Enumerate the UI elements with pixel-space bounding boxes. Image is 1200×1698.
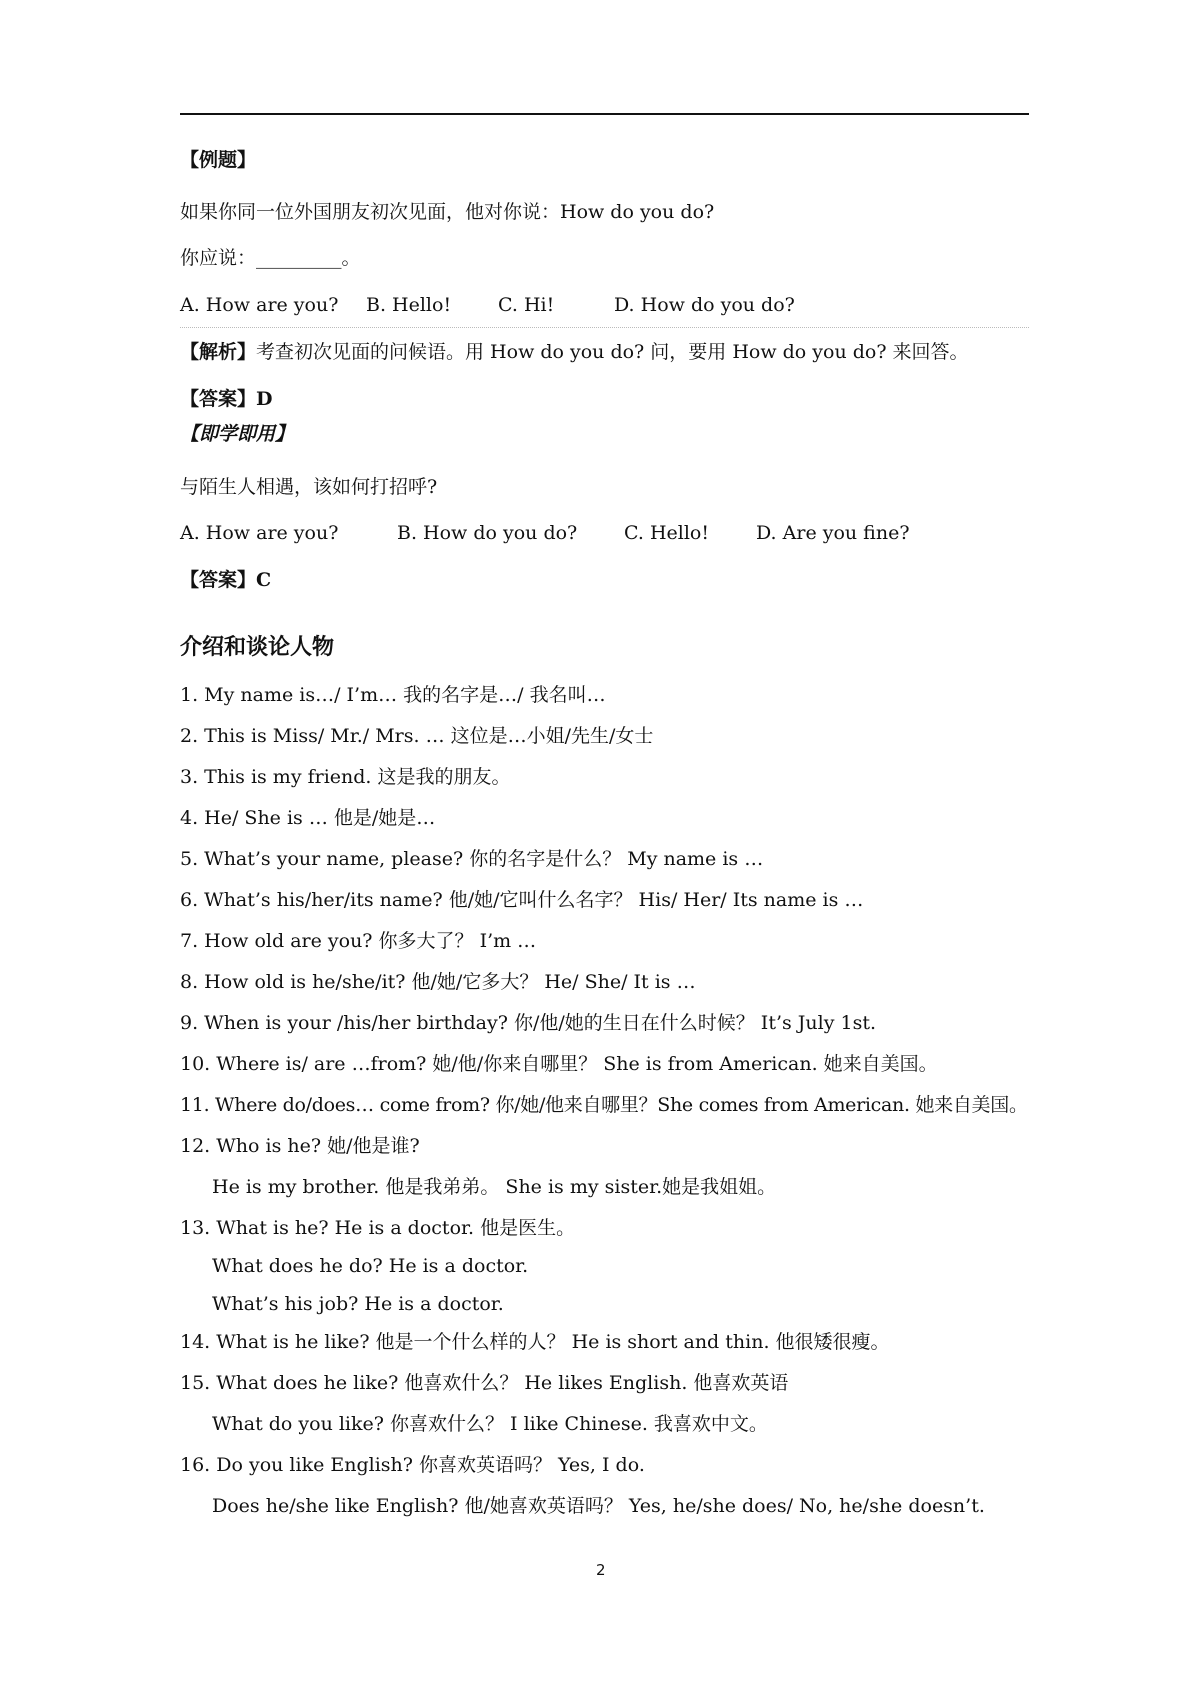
phrase-line: 11. Where do/does… come from? 你/她/他来自哪里？She comes from American. 她来自美国。 — [180, 1094, 1028, 1116]
phrase-line: 13. What is he? He is a doctor. 他是医生。 — [180, 1217, 576, 1239]
phrase-line: 3. This is my friend. 这是我的朋友。 — [180, 766, 511, 788]
example-question: 如果你同一位外国朋友初次见面，他对你说：How do you do? — [180, 201, 715, 223]
section-title: 介绍和谈论人物 — [180, 634, 335, 660]
phrase-line: 6. What’s his/her/its name? 他/她/它叫什么名字？ His/ Her/ Its name is … — [180, 889, 864, 911]
example-option-a: A. How are you? — [180, 294, 339, 316]
phrase-line: 16. Do you like English? 你喜欢英语吗？ Yes, I do. — [180, 1454, 645, 1476]
section-divider — [180, 327, 1029, 328]
phrase-line: 7. How old are you? 你多大了？ I’m … — [180, 930, 537, 952]
practice-option-d: D. Are you fine? — [756, 522, 910, 544]
phrase-line: 10. Where is/ are …from? 她/他/你来自哪里？ She is from American. 她来自美国。 — [180, 1053, 938, 1075]
phrase-line: 5. What’s your name, please? 你的名字是什么？ My name is … — [180, 848, 764, 870]
example-prompt: 你应说：_________。 — [180, 247, 361, 269]
example-answer — [180, 387, 273, 411]
phrase-line: What’s his job? He is a doctor. — [212, 1293, 504, 1315]
answer-value: D — [256, 388, 273, 410]
phrase-line: Does he/she like English? 他/她喜欢英语吗？ Yes, he/she does/ No, he/she doesn’t. — [212, 1495, 985, 1517]
example-heading: 【例题】 — [180, 149, 257, 171]
example-option-b: B. Hello! — [366, 294, 452, 316]
practice-option-c: C. Hello! — [624, 522, 709, 544]
header-rule — [180, 113, 1029, 115]
phrase-line: What do you like? 你喜欢什么？ I like Chinese. 我喜欢中文。 — [212, 1413, 768, 1435]
practice-answer-label: 【答案】 — [180, 569, 257, 591]
practice-option-a: A. How are you? — [180, 522, 339, 544]
phrase-line: He is my brother. 他是我弟弟。 She is my sister.她是我姐姐。 — [212, 1176, 777, 1198]
practice-answer — [180, 568, 271, 592]
practice-answer-value: C — [256, 569, 272, 591]
analysis-label: 【解析】 — [180, 341, 257, 363]
answer-label: 【答案】 — [180, 388, 257, 410]
phrase-line: 15. What does he like? 他喜欢什么？ He likes English. 他喜欢英语 — [180, 1372, 789, 1394]
phrase-line: 2. This is Miss/ Mr./ Mrs. … 这位是…小姐/先生/女士 — [180, 725, 654, 747]
example-option-c: C. Hi! — [498, 294, 555, 316]
practice-question: 与陌生人相遇，该如何打招呼? — [180, 476, 438, 498]
page-number: 2 — [596, 1561, 606, 1579]
phrase-line: 4. He/ She is … 他是/她是… — [180, 807, 436, 829]
phrase-line: 9. When is your /his/her birthday? 你/他/她的生日在什么时候？ It’s July 1st. — [180, 1012, 876, 1034]
practice-option-b: B. How do you do? — [397, 522, 578, 544]
example-analysis — [180, 340, 969, 364]
practice-heading: 【即学即用】 — [180, 423, 295, 445]
phrase-line: What does he do? He is a doctor. — [212, 1255, 529, 1277]
analysis-text: 考查初次见面的问候语。用 How do you do? 问，要用 How do you do? 来回答。 — [256, 341, 969, 363]
phrase-line: 14. What is he like? 他是一个什么样的人？ He is short and thin. 他很矮很瘦。 — [180, 1331, 890, 1353]
phrase-line: 12. Who is he? 她/他是谁? — [180, 1135, 420, 1157]
phrase-line: 8. How old is he/she/it? 他/她/它多大？ He/ She/ It is … — [180, 971, 696, 993]
phrase-line: 1. My name is…/ I’m… 我的名字是…/ 我名叫… — [180, 684, 606, 706]
example-option-d: D. How do you do? — [614, 294, 795, 316]
